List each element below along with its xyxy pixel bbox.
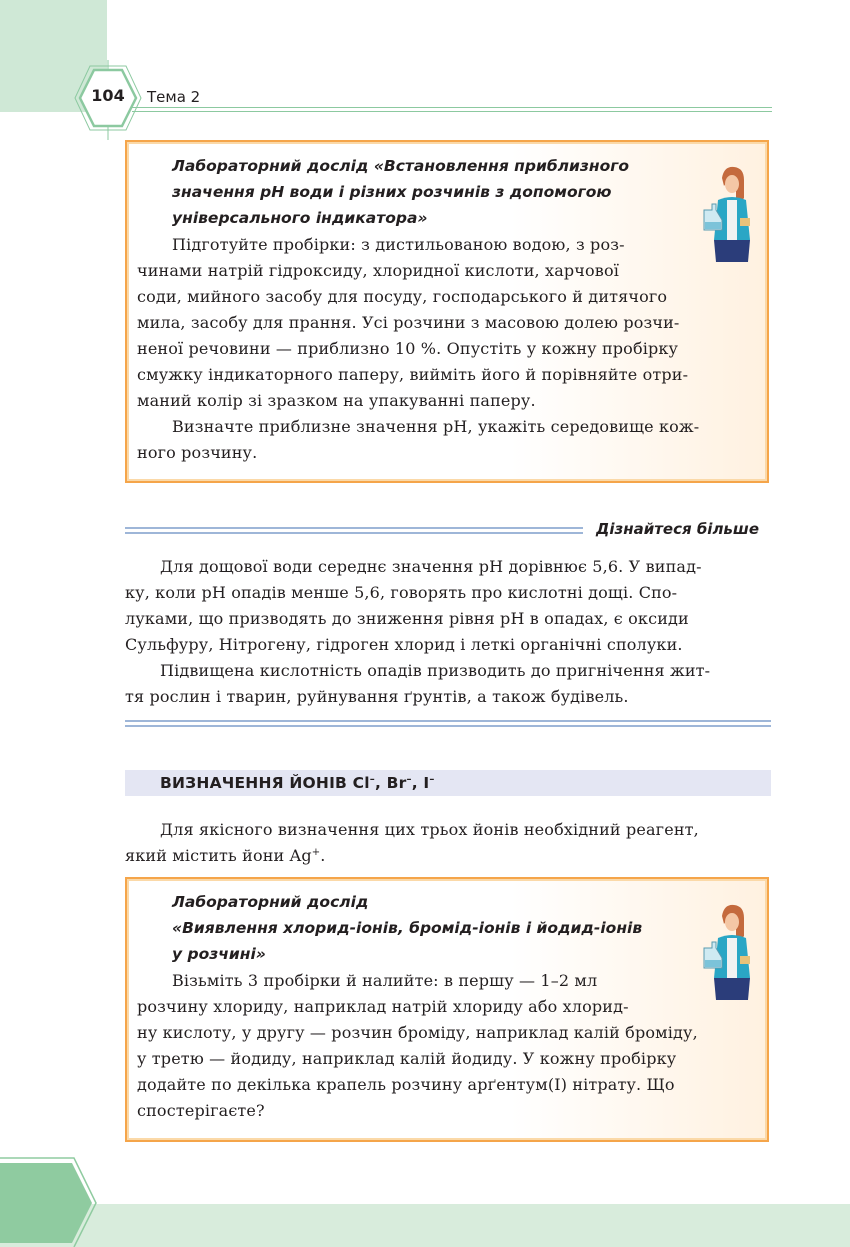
lab1-text-line: Визначте приблизне значення pH, укажіть середовище кож- bbox=[172, 417, 700, 436]
lab1-text-line: чинами натрій гідроксиду, хлоридної кислоти, харчової bbox=[137, 261, 620, 280]
lab2-text-line: розчину хлориду, наприклад натрій хлориду або хлорид- bbox=[137, 997, 629, 1016]
learn-more-line: луками, що призводять до зниження рівня pH в опадах, є оксиди bbox=[125, 609, 689, 628]
footer-tab-decoration bbox=[0, 1155, 100, 1247]
learn-more-line: ку, коли pH опадів менше 5,6, говорять про кислотні дощі. Спо- bbox=[125, 583, 678, 602]
lab2-text-line: додайте по декілька крапель розчину арґентум(I) нітрату. Що bbox=[137, 1075, 675, 1094]
lab2-text-line: Візьміть 3 пробірки й налийте: в першу — 1–2 мл bbox=[172, 971, 598, 990]
learn-more-rule-left bbox=[125, 527, 583, 537]
lab1-text-line: неної речовини — приблизно 10 %. Опустіть у кожну пробірку bbox=[137, 339, 679, 358]
lab2-text-line: спостерігаєте? bbox=[137, 1101, 265, 1120]
learn-more-line: Сульфуру, Нітрогену, гідроген хлорид і леткі органічні сполуки. bbox=[125, 635, 683, 654]
lab1-text-line: маний колір зі зразком на упакуванні паперу. bbox=[137, 391, 536, 410]
lab2-text-line: у третю — йодиду, наприклад калій йодиду. У кожну пробірку bbox=[137, 1049, 677, 1068]
page-number: 104 bbox=[91, 86, 125, 105]
lab1-text-line: смужку індикаторного паперу, вийміть його й порівняйте отри- bbox=[137, 365, 689, 384]
header-rule bbox=[132, 107, 772, 113]
lab1-title-line: універсального індикатора» bbox=[172, 209, 428, 227]
lab2-title-line: Лабораторний дослід bbox=[172, 893, 369, 911]
learn-more-line: Для дощової води середнє значення pH дорівнює 5,6. У випад- bbox=[160, 557, 702, 576]
lab1-text-line: соди, мийного засобу для посуду, господарського й дитячого bbox=[137, 287, 668, 306]
topic-label: Тема 2 bbox=[147, 88, 201, 106]
lab1-text-line: Підготуйте пробірки: з дистильованою водою, з роз- bbox=[172, 235, 625, 254]
learn-more-line: Підвищена кислотність опадів призводить до пригнічення жит- bbox=[160, 661, 711, 680]
intro-line: який містить йони Ag+. bbox=[125, 846, 326, 865]
page-footer-band bbox=[0, 1204, 850, 1247]
learn-more-heading: Дізнайтеся більше bbox=[596, 520, 760, 538]
lab1-text-line: мила, засобу для прання. Усі розчини з масовою долею розчи- bbox=[137, 313, 680, 332]
lab2-title-line: у розчині» bbox=[172, 945, 266, 963]
lab1-text-line: ного розчину. bbox=[137, 443, 258, 462]
lab1-title-line: значення pH води і різних розчинів з допомогою bbox=[172, 183, 612, 201]
intro-line: Для якісного визначення цих трьох йонів необхідний реагент, bbox=[160, 820, 699, 839]
lab1-title-line: Лабораторний дослід «Встановлення приблизного bbox=[172, 157, 629, 175]
scientist-with-flask-icon bbox=[700, 164, 762, 264]
section-title: ВИЗНАЧЕННЯ ЙОНІВ Cl–, Br–, I– bbox=[160, 774, 435, 792]
learn-more-rule-bottom bbox=[125, 720, 771, 730]
lab2-text-line: ну кислоту, у другу — розчин броміду, наприклад калій броміду, bbox=[137, 1023, 698, 1042]
scientist-with-flask-icon bbox=[700, 902, 762, 1002]
learn-more-line: тя рослин і тварин, руйнування ґрунтів, а також будівель. bbox=[125, 687, 629, 706]
lab2-title-line: «Виявлення хлорид-іонів, бромід-іонів і йодид-іонів bbox=[172, 919, 643, 937]
